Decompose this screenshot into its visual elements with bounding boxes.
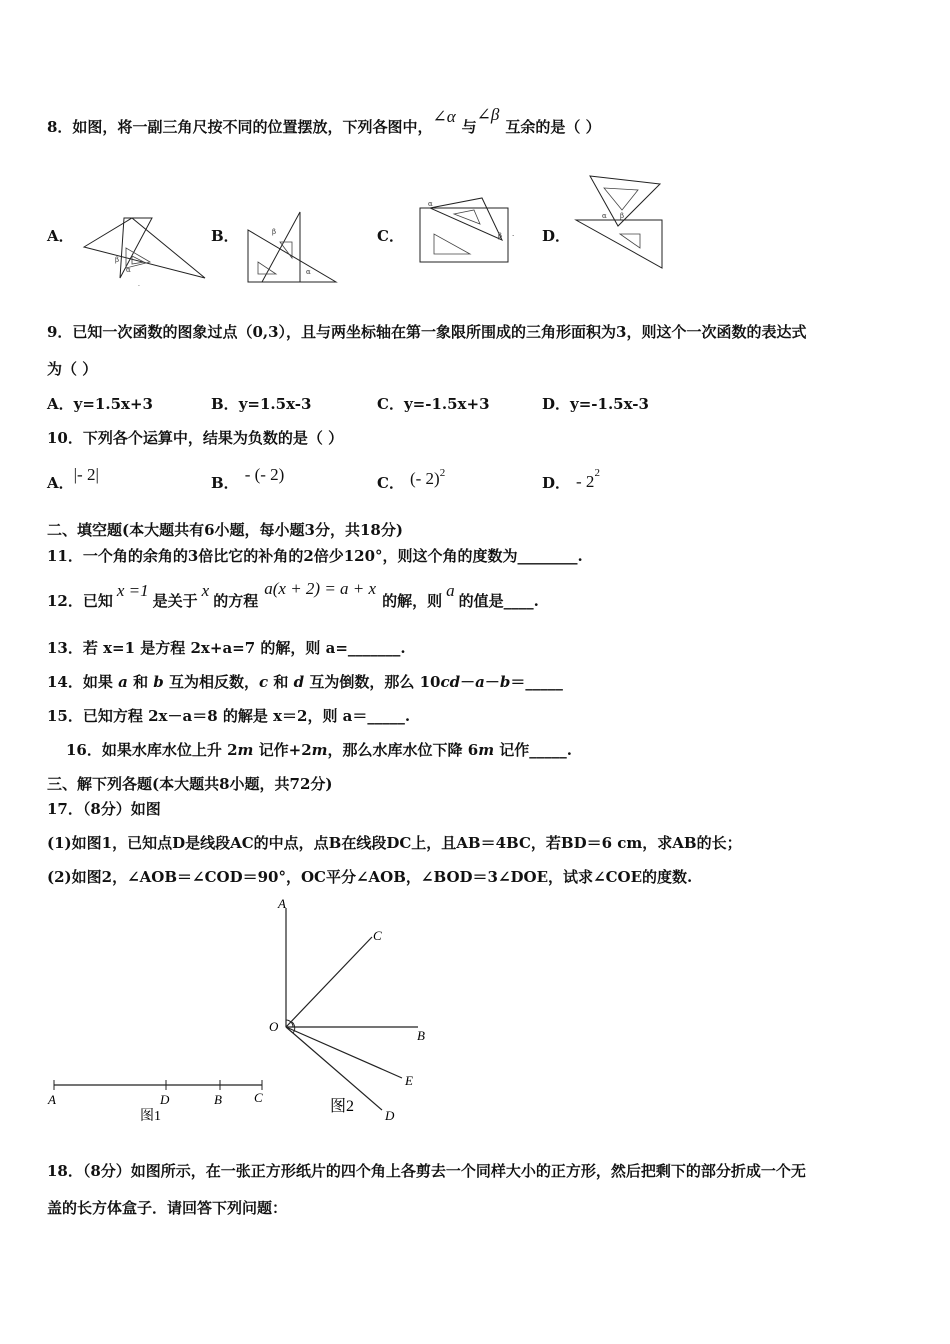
q8-figure-b [242,206,342,288]
q9-option-a: A．y=1.5x+3 [47,395,153,413]
q10-option-a: A．|- 2| [47,465,99,492]
svg-text:α: α [602,212,607,220]
section2-heading: 二、填空题(本大题共有6小题，每小题3分，共18分) [47,521,403,539]
q15: 15．已知方程 2x－a＝8 的解是 x＝2，则 a＝_____. [47,707,411,725]
q11: 11．一个角的余角的3倍比它的补角的2倍少120°，则这个角的度数为________. [47,547,583,565]
q10-option-b: B． - (- 2) [211,465,285,492]
q17-part1: (1)如图1，已知点D是线段AC的中点，点B在线段DC上，且AB＝4BC，若BD＝6 cm，求AB的长； [47,834,742,852]
svg-text:α: α [126,266,131,274]
q8-option-d-label: D． [542,227,571,245]
q8-figure-d [574,170,664,270]
q8-figure-c [418,196,518,266]
q18-line2: 盖的长方体盒子．请回答下列问题： [47,1199,288,1217]
q13: 13．若 x=1 是方程 2x+a=7 的解，则 a=_______. [47,639,406,657]
q8-option-c-label: C． [377,227,404,245]
q9-option-d: D．y=-1.5x-3 [542,395,649,413]
beta-symbol: ∠β [476,105,500,124]
fig2-point-c: C [373,928,382,943]
q8-figure-a [80,212,208,288]
q12: 12．已知x =1是关于x的方程a(x + 2) = a + x的解，则a的值是____. [47,579,539,610]
q8-option-a-label: A． [47,227,74,245]
q8-stem: 8．如图，将一副三角尺按不同的位置摆放，下列各图中，∠α与∠β互余的是（ ） [47,105,601,136]
q17-part2: (2)如图2，∠AOB＝∠COD＝90°，OC平分∠AOB，∠BOD＝3∠DOE，试求∠COE的度数. [47,868,693,886]
q10-option-d: D． - $2^2$ [542,467,600,492]
q16: 16．如果水库水位上升 2m 记作+2m，那么水库水位下降 6m 记作_____. [66,741,573,759]
fig1-point-d: D [160,1092,170,1107]
section3-heading: 三、解下列各题(本大题共8小题，共72分) [47,775,333,793]
svg-text:α: α [428,200,433,208]
q10-option-c: C． (- 2)$^2$ [377,467,446,492]
fig2-point-a: A [278,896,286,911]
fig2-point-d: D [385,1108,395,1123]
fig1-point-a: A [48,1092,56,1107]
q9-stem-line2: 为（ ） [47,360,98,378]
q9-option-c: C．y=-1.5x+3 [377,395,490,413]
q9-stem-line1: 9．已知一次函数的图象过点（0,3），且与两坐标轴在第一象限所围成的三角形面积为3，则这个一次函数的表达式 [47,323,807,341]
svg-text:.: . [138,281,140,288]
fig2-point-b: B [417,1028,425,1043]
q10-stem: 10．下列各个运算中，结果为负数的是（ ） [47,429,344,447]
svg-text:β: β [115,256,120,264]
fig2-point-e: E [405,1073,413,1088]
q17-figure2 [266,894,436,1130]
fig1-point-c: C [254,1090,263,1105]
fig1-caption: 图1 [140,1109,161,1124]
q17-figure1 [44,1072,274,1124]
svg-text:β: β [498,232,503,240]
svg-text:β: β [620,212,625,220]
svg-text:.: . [512,230,515,238]
q9-option-b: B．y=1.5x-3 [211,395,312,413]
alpha-symbol: ∠α [432,107,456,126]
svg-text:β: β [272,228,277,236]
svg-text:α: α [306,268,311,276]
q8-option-b-label: B． [211,227,239,245]
q18-line1: 18．（8分）如图所示，在一张正方形纸片的四个角上各剪去一个同样大小的正方形，然后把剩下的部分折成一个无 [47,1162,806,1180]
fig1-point-b: B [214,1092,222,1107]
fig2-point-o: O [269,1019,279,1034]
q17-stem: 17．（8分）如图 [47,800,161,818]
fig2-caption: 图2 [330,1098,355,1115]
q14: 14．如果 a 和 b 互为相反数，c 和 d 互为倒数，那么 10cd－a－b＝_____ [47,673,563,691]
